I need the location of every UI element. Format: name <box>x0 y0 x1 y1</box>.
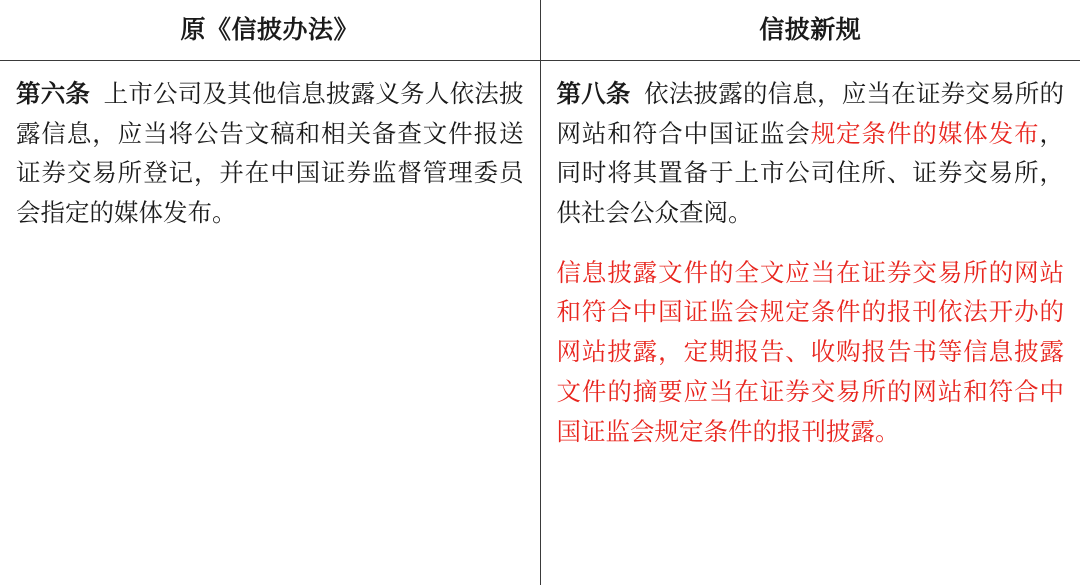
new-article-paragraph-1 <box>557 75 1065 234</box>
cell-original-rule <box>0 61 540 585</box>
table-header-row <box>0 0 1080 61</box>
original-article-label: 第六条 <box>16 81 90 108</box>
original-article-paragraph <box>16 75 524 234</box>
cell-new-rule <box>540 61 1080 585</box>
column-header-new: 信披新规 <box>540 0 1080 61</box>
new-article-text-part1: 依法披露的信息，应当在证券交易所的网站和符合中国证监会 <box>557 81 1065 148</box>
original-article-text: 上市公司及其他信息披露义务人依法披露信息，应当将公告文稿和相关备查文件报送证券交易所登记，并在中国证券监督管理委员会指定的媒体发布。 <box>16 81 524 227</box>
new-article-text-highlight: 规定条件的媒体发布 <box>811 121 1040 148</box>
new-article-label: 第八条 <box>557 81 631 108</box>
table-body-row <box>0 61 1080 585</box>
new-article-text-part2: ，同时将其置备于上市公司住所、证券交易所，供社会公众查阅。 <box>557 121 1065 227</box>
column-header-original: 原《信披办法》 <box>0 0 540 61</box>
new-article-paragraph-2: 信息披露文件的全文应当在证券交易所的网站和符合中国证监会规定条件的报刊依法开办的网站披露，定期报告、收购报告书等信息披露文件的摘要应当在证券交易所的网站和符合中国证监会规定条件的报刊披露。 <box>557 254 1065 452</box>
